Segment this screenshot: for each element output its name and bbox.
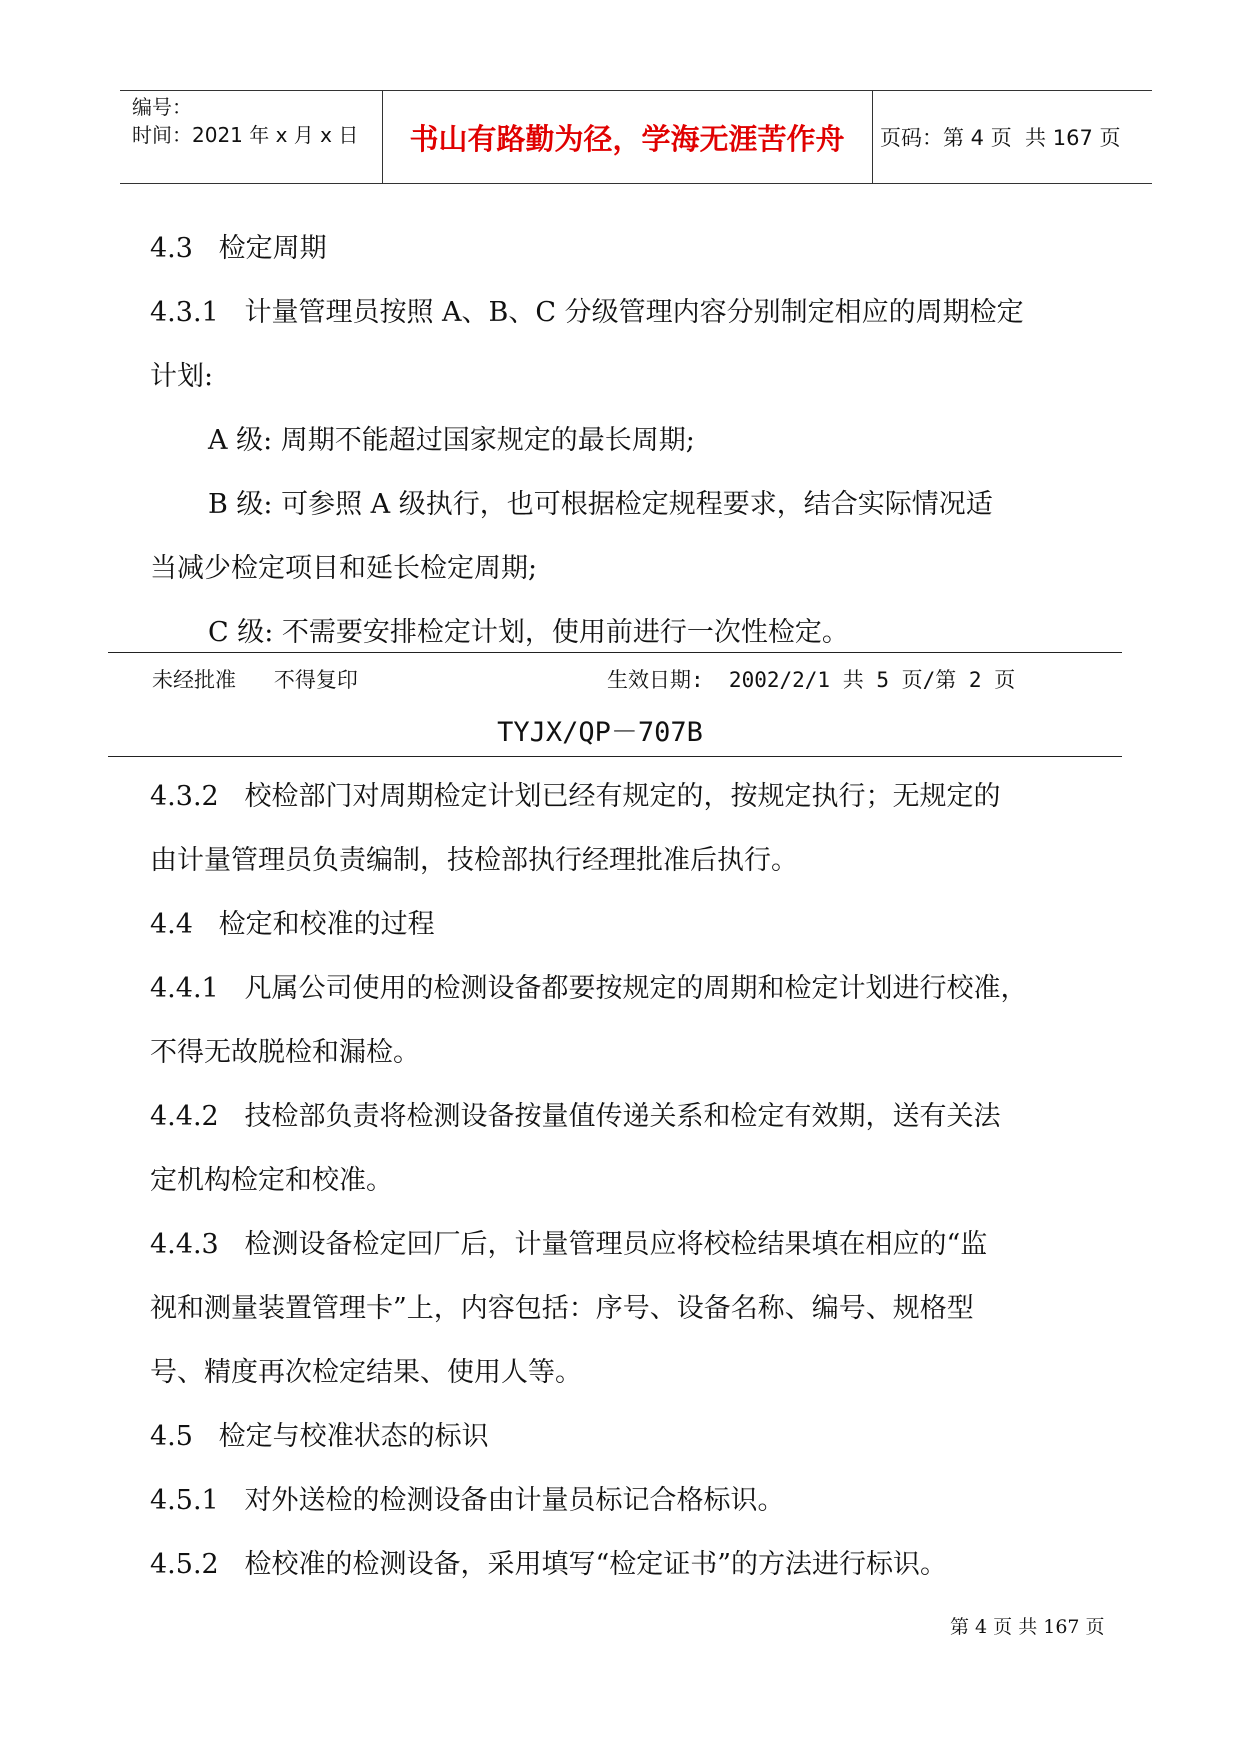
paragraph-4-4-2-line1: 4.4.2 技检部负责将检测设备按量值传递关系和检定有效期，送有关法 (150, 1101, 1001, 1132)
paragraph-grade-c: C 级: 不需要安排检定计划，使用前进行一次性检定。 (208, 617, 849, 648)
paragraph-grade-b-line2: 当减少检定项目和延长检定周期; (150, 553, 538, 584)
header-meta (132, 93, 387, 149)
section-heading-4-3: 4.3 检定周期 (150, 233, 327, 264)
paragraph-4-4-3-line3: 号、精度再次检定结果、使用人等。 (150, 1357, 582, 1388)
paragraph-4-4-1-line1: 4.4.1 凡属公司使用的检测设备都要按规定的周期和检定计划进行校准， (150, 973, 1028, 1004)
header-divider (872, 91, 873, 183)
paragraph-grade-b-line1: B 级: 可参照 A 级执行，也可根据检定规程要求，结合实际情况适 (208, 489, 993, 520)
paragraph-4-4-1-line2: 不得无故脱检和漏检。 (150, 1037, 420, 1068)
embedded-footer-rule (108, 652, 1122, 653)
paragraph-4-3-2-line2: 由计量管理员负责编制，技检部执行经理批准后执行。 (150, 845, 798, 876)
time-label: 时间：2021 年 x 月 x 日 (132, 123, 359, 147)
paragraph-grade-a: A 级: 周期不能超过国家规定的最长周期; (208, 425, 695, 456)
paragraph-4-4-3-line2: 视和测量装置管理卡”上，内容包括：序号、设备名称、编号、规格型 (150, 1293, 974, 1324)
page-footer-number: 第 4 页 共 167 页 (950, 1616, 1105, 1638)
paragraph-4-5-1: 4.5.1 对外送检的检测设备由计量员标记合格标识。 (150, 1485, 785, 1516)
section-heading-4-4: 4.4 检定和校准的过程 (150, 909, 435, 940)
page-header (120, 90, 1152, 184)
paragraph-4-3-2-line1: 4.3.2 校检部门对周期检定计划已经有规定的，按规定执行；无规定的 (150, 781, 1001, 812)
header-motto: 书山有路勤为径，学海无涯苦作舟 (409, 121, 845, 156)
number-label: 编号： (132, 95, 192, 119)
header-page-info: 页码：第 4 页 共 167 页 (880, 126, 1121, 150)
paragraph-4-5-2: 4.5.2 检校准的检测设备，采用填写“检定证书”的方法进行标识。 (150, 1549, 948, 1580)
embedded-doc-code: TYJX/QP－707B (497, 717, 703, 748)
embedded-header-rule (108, 756, 1122, 757)
paragraph-4-3-1-line1: 4.3.1 计量管理员按照 A、B、C 分级管理内容分别制定相应的周期检定 (150, 297, 1024, 328)
paragraph-4-4-3-line1: 4.4.3 检测设备检定回厂后，计量管理员应将校检结果填在相应的“监 (150, 1229, 988, 1260)
paragraph-4-4-2-line2: 定机构检定和校准。 (150, 1165, 393, 1196)
embedded-footer-note: 未经批准 不得复印 (152, 668, 358, 692)
embedded-footer-effective: 生效日期: 2002/2/1 共 5 页/第 2 页 (607, 668, 1016, 692)
paragraph-4-3-1-line2: 计划: (150, 361, 214, 392)
section-heading-4-5: 4.5 检定与校准状态的标识 (150, 1421, 489, 1452)
